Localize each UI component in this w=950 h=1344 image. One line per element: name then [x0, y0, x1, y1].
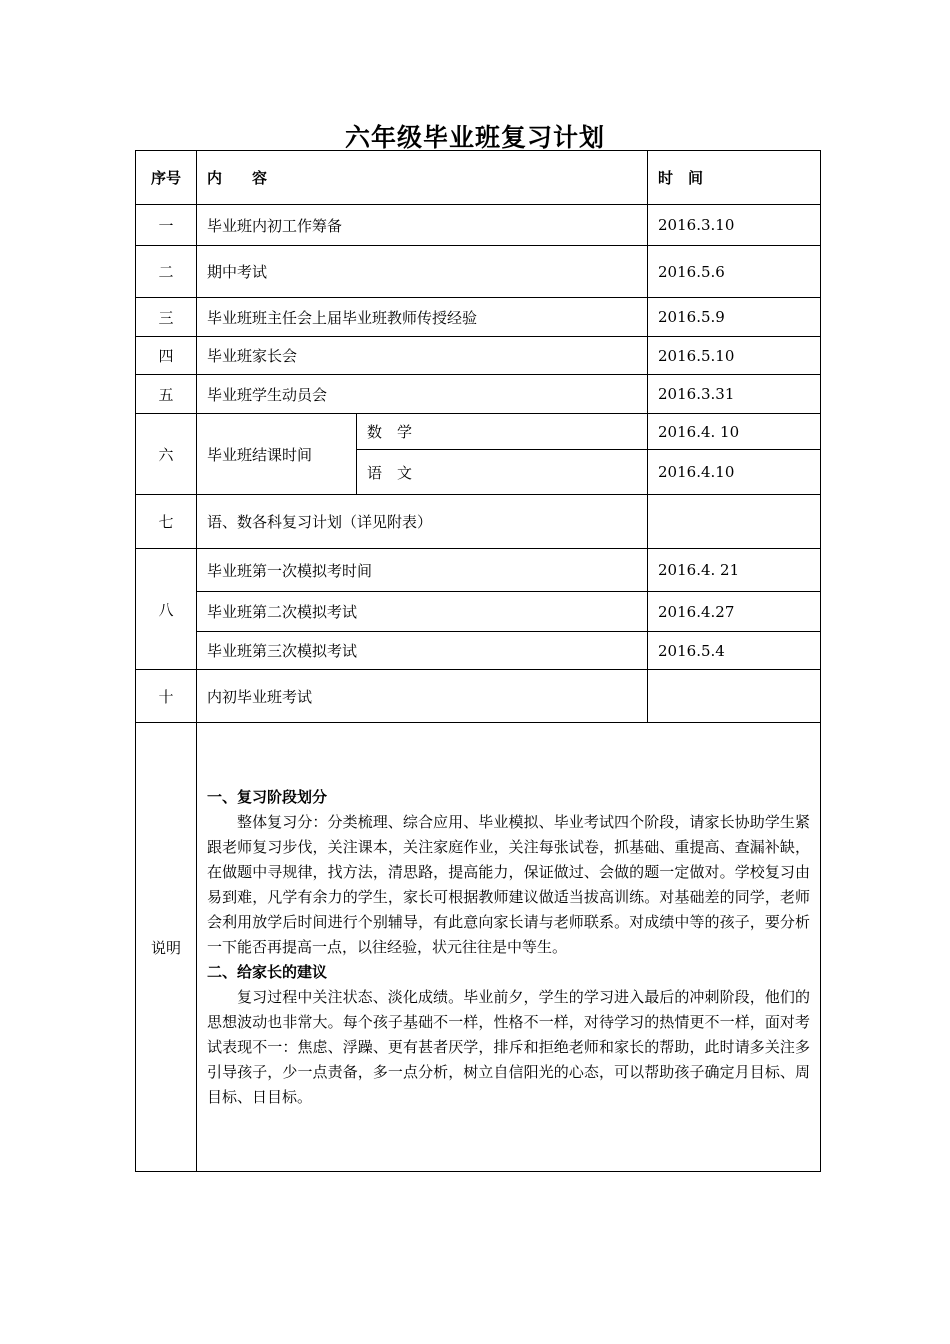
- notes-label: 说明: [136, 723, 197, 1172]
- table-row: [136, 592, 821, 632]
- row-no: 一: [136, 205, 197, 246]
- row-time: 2016.5.4: [648, 632, 821, 670]
- section-1-title: 一、复习阶段划分: [207, 788, 328, 806]
- row-content: 毕业班班主任会上届毕业班教师传授经验: [197, 298, 648, 337]
- notes-body: [207, 785, 810, 1110]
- table-row: [136, 298, 821, 337]
- row-time: [648, 495, 821, 549]
- section-1-text: 整体复习分：分类梳理、综合应用、毕业模拟、毕业考试四个阶段，请家长协助学生紧跟老师复习步伐，关注课本，关注家庭作业，关注每张试卷，抓基础、重提高、查漏补缺，在做题中寻规律，找方法，清思路，提高能力，保证做过、会做的题一定做对。学校复习由易到难，凡学有余力的学生，家长可根据教师建议做适当拔高训练。对基础差的同学，老师会利用放学后时间进行个别辅导，有此意向家长请与老师联系。对成绩中等的孩子，要分析一下能否再提高一点，以往经验，状元往往是中等生。: [207, 813, 811, 956]
- plan-table: [135, 150, 821, 1172]
- row-time: 2016.5.9: [648, 298, 821, 337]
- row-content: 毕业班第二次模拟考试: [197, 592, 648, 632]
- row-content: 语、数各科复习计划（详见附表）: [197, 495, 648, 549]
- row-time: 2016.4.10: [648, 450, 821, 495]
- header-content: 内 容: [197, 151, 648, 205]
- table-row: [136, 670, 821, 723]
- row-time: 2016.5.6: [648, 246, 821, 298]
- row-content: 内初毕业班考试: [197, 670, 648, 723]
- table-header-row: [136, 151, 821, 205]
- header-time: 时 间: [648, 151, 821, 205]
- row-no: 十: [136, 670, 197, 723]
- row-no: 八: [136, 549, 197, 670]
- row-no: 二: [136, 246, 197, 298]
- row-content: 毕业班家长会: [197, 337, 648, 375]
- table-row: [136, 632, 821, 670]
- row-time: 2016.4. 10: [648, 414, 821, 450]
- row-time: 2016.3.31: [648, 375, 821, 414]
- page-title: 六年级毕业班复习计划: [344, 123, 605, 152]
- notes-row: [136, 723, 821, 1172]
- header-no: 序号: [136, 151, 197, 205]
- row-content: 毕业班学生动员会: [197, 375, 648, 414]
- row-content: 毕业班第一次模拟考时间: [197, 549, 648, 592]
- section-2-title: 二、给家长的建议: [207, 963, 328, 981]
- row-content: 毕业班内初工作筹备: [197, 205, 648, 246]
- table-row: [136, 495, 821, 549]
- row-content: 毕业班结课时间: [197, 414, 357, 495]
- row-content: 期中考试: [197, 246, 648, 298]
- table-row: [136, 205, 821, 246]
- notes-cell: [197, 723, 821, 1172]
- row-no: 五: [136, 375, 197, 414]
- row-content: 毕业班第三次模拟考试: [197, 632, 648, 670]
- row-time: 2016.3.10: [648, 205, 821, 246]
- row-time: 2016.5.10: [648, 337, 821, 375]
- row-time: [648, 670, 821, 723]
- table-row: [136, 246, 821, 298]
- section-2-text: 复习过程中关注状态、淡化成绩。毕业前夕，学生的学习进入最后的冲刺阶段，他们的思想波动也非常大。每个孩子基础不一样，性格不一样，对待学习的热情更不一样，面对考试表现不一：焦虑、浮躁、更有甚者厌学，排斥和拒绝老师和家长的帮助，此时请多关注多引导孩子，少一点责备，多一点分析，树立自信阳光的心态，可以帮助孩子确定月目标、周目标、日目标。: [207, 988, 811, 1106]
- row-time: 2016.4.27: [648, 592, 821, 632]
- table-row: [136, 549, 821, 592]
- subject-name: 数 学: [357, 414, 648, 450]
- table-row: [136, 414, 821, 450]
- row-no: 六: [136, 414, 197, 495]
- row-no: 七: [136, 495, 197, 549]
- row-no: 四: [136, 337, 197, 375]
- subject-name: 语 文: [357, 450, 648, 495]
- row-time: 2016.4. 21: [648, 549, 821, 592]
- table-row: [136, 375, 821, 414]
- table-row: [136, 337, 821, 375]
- row-no: 三: [136, 298, 197, 337]
